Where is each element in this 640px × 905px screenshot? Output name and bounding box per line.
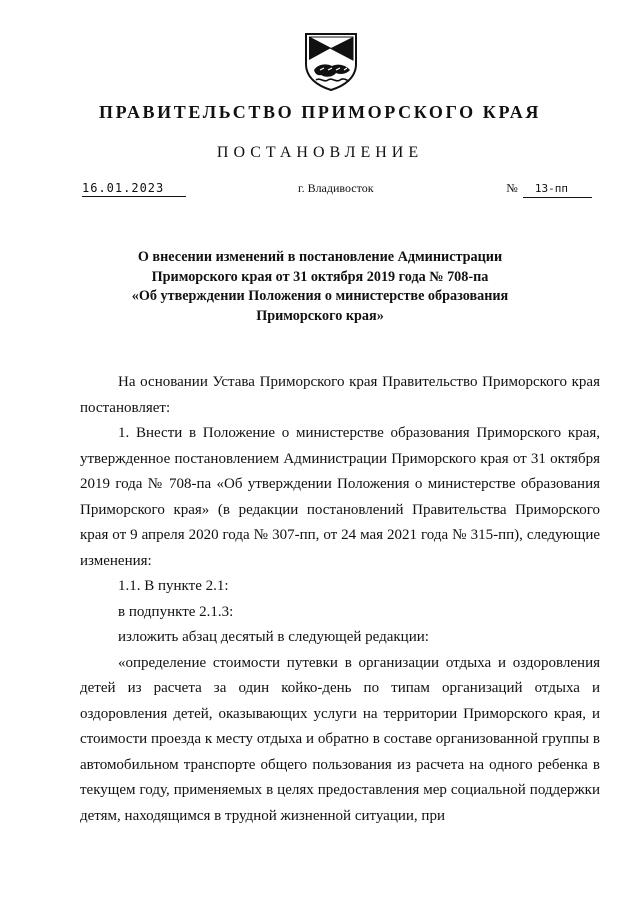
body-paragraph: изложить абзац десятый в следующей редакции: <box>118 629 429 645</box>
body-paragraph: в подпункте 2.1.3: <box>118 603 234 620</box>
subject-line: О внесении изменений в постановление Администрации <box>137 249 503 265</box>
document-body <box>80 370 600 829</box>
body-paragraph: 1.1. В пункте 2.1: <box>118 578 229 594</box>
document-date: 16.01.2023 <box>82 180 186 197</box>
primorsky-krai-coat-of-arms-icon <box>300 30 362 92</box>
number-value: 13-пп <box>523 181 592 198</box>
document-type: ПОСТАНОВЛЕНИЕ <box>216 144 424 161</box>
number-prefix: № <box>506 181 518 195</box>
subject-line: «Об утверждении Положения о министерстве образования <box>131 288 509 304</box>
body-paragraph: «определение стоимости путевки в организации отдыха и оздоровления детей из расчета за один койко-день по типам организаций отдыха и оздоровления детей, оказывающих услуги на территории Приморского края, и стоимости проезда к месту отдыха и обратно в составе организованной группы в автомобильном транспорте общего пользования из расчета на одного ребенка в текущем году, применяемых в целях предоставления мер социальной поддержки детям, находящимся в трудной жизненной ситуации, при <box>80 654 600 824</box>
subject-line: Приморского края» <box>256 307 384 324</box>
subject-line: Приморского края от 31 октября 2019 года № 708-па <box>151 268 489 285</box>
government-title: ПРАВИТЕЛЬСТВО ПРИМОРСКОГО КРАЯ <box>99 102 541 122</box>
document-meta-row <box>82 180 592 200</box>
document-city: г. Владивосток <box>298 181 374 195</box>
document-subject <box>80 248 560 326</box>
document-number <box>506 180 592 198</box>
body-paragraph: 1. Внести в Положение о министерстве образования Приморского края, утвержденное постановлением Администрации Приморского края от 31 октября 2019 года № 708-па «Об утверждении Положения о министерстве образования Приморского края» (в редакции постановлений Правительства Приморского края от 9 апреля 2020 года № 307-пп, от 24 мая 2021 года № 315-пп), следующие изменения: <box>80 425 600 569</box>
body-paragraph: На основании Устава Приморского края Правительство Приморского края постановляет: <box>80 374 600 416</box>
